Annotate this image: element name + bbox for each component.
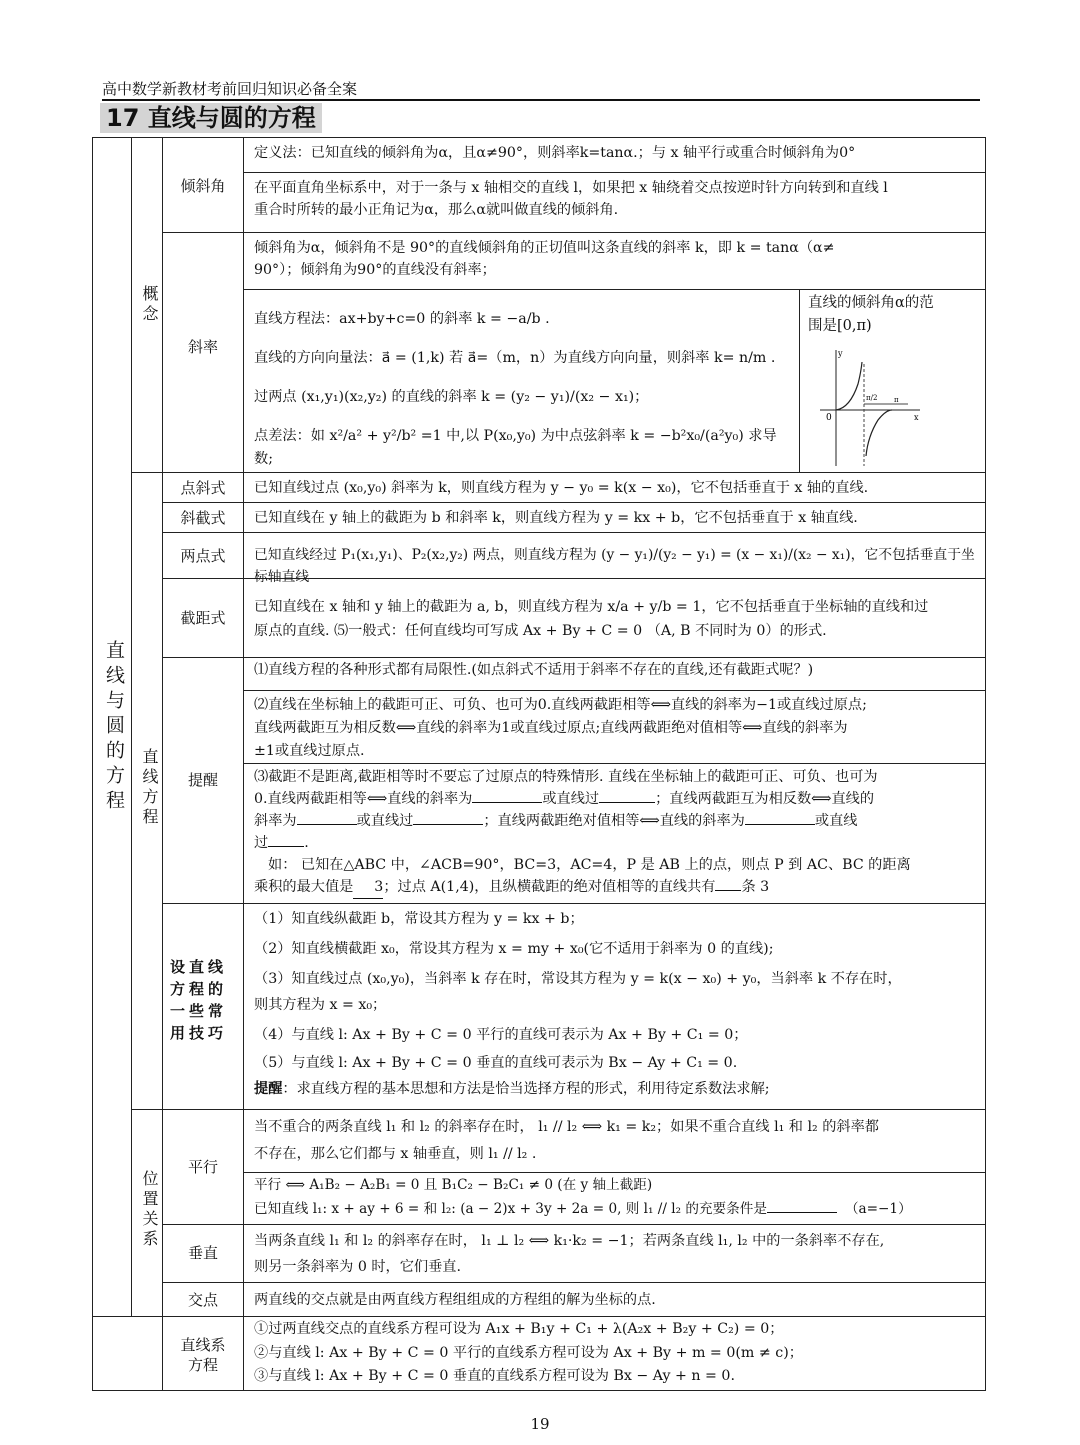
remind-3a: ⑶截距不是距离,截距相等时不要忘了过原点的特殊情形. 直线在坐标轴上的截距可正、可负、也可为 — [254, 769, 878, 785]
tip-2: （2）知直线横截距 x₀，常设其方程为 x = my + x₀(它不适用于斜率为 0 的直线); — [254, 941, 774, 957]
blank — [472, 788, 542, 803]
remind-3c — [254, 810, 976, 832]
page-number: 19 — [530, 1415, 550, 1433]
two-point-text: 已知直线经过 P₁(x₁,y₁)、P₂(x₂,y₂) 两点，则直线方程为 (y − y₁)/(y₂ − y₁) = (x − x₁)/(x₂ − x₁)，它不包括垂直于坐标轴直线 — [254, 547, 975, 585]
slope-method-2: 直线的方向向量法：a⃗ = (1,k) 若 a⃗=（m，n）为直线方向向量，则斜率 k= n/m . — [254, 350, 776, 366]
slope-methods — [246, 308, 798, 471]
blank — [767, 1198, 837, 1213]
parallel-4-2: （a=−1） — [844, 1201, 912, 1217]
incl-line-2: 在平面直角坐标系中，对于一条与 x 轴相交的直线 l，如果把 x 轴绕着交点按逆时针方向转到和直线 l — [254, 180, 888, 196]
col2-lineeq-label: 直线方程 — [140, 748, 159, 828]
remind-2b: 直线两截距互为相反数⟺直线的斜率为1或直线过原点;直线两截距绝对值相等⟺直线的斜率为 — [254, 720, 848, 736]
tangent-graph — [818, 344, 924, 468]
intercept-line-1: 已知直线在 x 轴和 y 轴上的截距为 a, b，则直线方程为 x/a + y/b = 1，它不包括垂直于坐标轴的直线和过 — [254, 599, 929, 615]
blank — [297, 810, 357, 825]
blank — [715, 876, 741, 891]
origin-label: 0 — [826, 413, 832, 423]
slope-side-note — [802, 292, 985, 338]
label-tips: 设直线方程的一些常用技巧 — [170, 958, 228, 1042]
slope-line-2: 90°）；倾斜角为90°的直线没有斜率； — [254, 262, 496, 278]
label-remind: 提醒 — [187, 771, 218, 789]
tip-6-text: ：求直线方程的基本思想和方法是恰当选择方程的形式，利用待定系数法求解; — [282, 1081, 770, 1097]
remind-3e: 如： 已知在△ABC 中，∠ACB=90°，BC=3，AC=4，P 是 AB 上的点，则点 P 到 AC、BC 的距离 — [268, 857, 911, 873]
tangent-branch-left — [836, 362, 862, 410]
parallel-content-1 — [246, 1114, 984, 1168]
col2-position-label: 位置关系 — [140, 1170, 159, 1250]
remind-2 — [246, 694, 984, 763]
remind-3c-2: 或直线过 — [356, 813, 414, 829]
parallel-2: 不存在，那么它们都与 x 轴垂直，则 l₁ // l₂ . — [254, 1146, 537, 1162]
remind-3b-2: 或直线过 — [542, 791, 600, 807]
header-rule — [102, 99, 980, 101]
tips-content — [246, 906, 984, 1102]
label-intercept: 截距式 — [180, 609, 226, 627]
remind-3b-1: 0.直线两截距相等⟺直线的斜率为 — [254, 791, 473, 807]
remind-2c: ±1或直线过原点. — [254, 743, 365, 759]
bottom-left-frame — [92, 1316, 163, 1391]
remind-2a: ⑵直线在坐标轴上的截距可正、可负、也可为0.直线两截距相等⟺直线的斜率为−1或直线过原点; — [254, 697, 867, 713]
tip-4: （4）与直线 l: Ax + By + C = 0 平行的直线可表示为 Ax + By + C₁ = 0； — [254, 1027, 748, 1043]
family-2: ②与直线 l: Ax + By + C = 0 平行的直线系方程可设为 Ax + By + m = 0(m ≠ c)； — [254, 1344, 803, 1361]
parallel-3: 平行 ⟺ A₁B₂ − A₂B₁ = 0 且 B₁C₂ − B₂C₁ ≠ 0 (在 y 轴上截距) — [254, 1177, 653, 1193]
remind-3b-3: ；直线两截距互为相反数⟺直线的 — [655, 791, 875, 807]
slope-line-1: 倾斜角为α，倾斜角不是 90°的直线倾斜角的正切值叫这条直线的斜率 k，即 k = tanα（α≠ — [254, 240, 835, 256]
label-two-point: 两点式 — [180, 547, 226, 565]
remind-3d-1: 过 — [254, 835, 269, 851]
parallel-content-2 — [246, 1173, 984, 1221]
incl-description — [246, 177, 984, 221]
tip-1: （1）知直线纵截距 b，常设其方程为 y = kx + b； — [254, 911, 584, 927]
perp-1: 当两条直线 l₁ 和 l₂ 的斜率存在时， l₁ ⊥ l₂ ⟺ k₁·k₂ = −1；若两条直线 l₁, l₂ 中的一条斜率不存在, — [254, 1233, 885, 1249]
label-slope: 斜率 — [187, 338, 218, 356]
blank — [599, 788, 655, 803]
tip-3a: （3）知直线过点 (x₀,y₀)，当斜率 k 存在时，常设其方程为 y = k(x − x₀) + y₀，当斜率 k 不存在时， — [254, 971, 902, 987]
blank — [268, 832, 304, 847]
parallel-4-1: 已知直线 l₁: x + ay + 6 = 和 l₂: (a − 2)x + 3y + 2a = 0, 则 l₁ // l₂ 的充要条件是 — [254, 1201, 767, 1217]
intercept-line-2: 原点的直线. ⑸一般式：任何直线均可写成 Ax + By + C = 0 （A, B 不同时为 0）的形式. — [254, 623, 827, 639]
remind-3c-3: ；直线两截距绝对值相等⟺直线的斜率为 — [483, 813, 745, 829]
remind-3f-answer: 3 — [374, 879, 384, 895]
remind-3c-4: 或直线 — [814, 813, 858, 829]
perp-2: 则另一条斜率为 0 时，它们垂直. — [254, 1259, 461, 1275]
remind-3c-1: 斜率为 — [254, 813, 297, 829]
answer-blank — [353, 876, 383, 899]
label-point-slope: 点斜式 — [180, 479, 226, 497]
label-intersection: 交点 — [187, 1291, 218, 1309]
y-label: y — [838, 349, 843, 358]
running-header: 高中数学新教材考前回归知识必备全案 — [102, 80, 358, 98]
slope-intercept-text: 已知直线在 y 轴上的截距为 b 和斜率 k，则直线方程为 y = kx + b，它不包括垂直于 x 轴直线. — [254, 510, 858, 526]
col1-label: 直线与圆的方程 — [103, 640, 125, 815]
slope-method-4: 点差法：如 x²/a² + y²/b² =1 中,以 P(x₀,y₀) 为中点弦斜率 k = −b²x₀/(a²y₀) 求导数; — [254, 428, 777, 467]
remind-3f — [254, 876, 976, 899]
pi-label: π — [894, 396, 899, 404]
tip-3b: 则其方程为 x = x₀； — [254, 997, 387, 1013]
intercept-text — [246, 595, 984, 643]
parallel-4 — [254, 1197, 976, 1221]
point-slope-text: 已知直线过点 (x₀,y₀) 斜率为 k，则直线方程为 y − y₀ = k(x − x₀)，它不包括垂直于 x 轴的直线. — [254, 480, 869, 496]
tip-5: （5）与直线 l: Ax + By + C = 0 垂直的直线可表示为 Bx − Ay + C₁ = 0. — [254, 1055, 738, 1071]
family-content — [246, 1318, 984, 1389]
tangent-branch-right — [866, 410, 892, 456]
label-slope-intercept: 斜截式 — [180, 509, 226, 527]
remind-3f-1: 乘积的最大值是 — [254, 879, 354, 895]
side-note-1: 直线的倾斜角α的范 — [808, 295, 934, 311]
section-title: 17 直线与圆的方程 — [100, 103, 322, 133]
slope-definition — [246, 237, 984, 281]
slope-method-3: 过两点 (x₁,y₁)(x₂,y₂) 的直线的斜率 k = (y₂ − y₁)/(x₂ − x₁)； — [254, 389, 649, 405]
intersection-text: 两直线的交点就是由两直线方程组组成的方程组的解为坐标的点. — [254, 1292, 656, 1308]
remind-3f-3: 条 3 — [741, 879, 770, 895]
remind-3 — [246, 766, 984, 899]
remind-3f-2: ；过点 A(1,4)，且纵横截距的绝对值相等的直线共有 — [383, 879, 716, 895]
label-parallel: 平行 — [187, 1158, 218, 1176]
tip-6 — [254, 1076, 976, 1102]
side-note-2: 围是[0,π) — [808, 318, 872, 334]
label-inclination: 倾斜角 — [180, 177, 226, 195]
incl-definition — [246, 142, 984, 164]
remind-3d: 过 . — [254, 832, 976, 854]
pi-half-label: π/2 — [866, 394, 878, 402]
remind-3b — [254, 788, 976, 810]
blank — [745, 810, 815, 825]
blank — [413, 810, 483, 825]
perp-content — [246, 1228, 984, 1280]
family-3: ③与直线 l: Ax + By + C = 0 垂直的直线系方程可设为 Bx − Ay + n = 0. — [254, 1368, 735, 1384]
slope-method-1: 直线方程法：ax+by+c=0 的斜率 k = −a/b . — [254, 311, 550, 327]
remind-1: ⑴直线方程的各种形式都有局限性.(如点斜式不适用于斜率不存在的直线,还有截距式呢？) — [254, 662, 814, 678]
family-1: ①过两直线交点的直线系方程可设为 A₁x + B₁y + C₁ + λ(A₂x + B₂y + C₂) = 0； — [254, 1321, 784, 1337]
incl-line-3: 重合时所转的最小正角记为α，那么α就叫做直线的倾斜角. — [254, 202, 619, 218]
parallel-1: 当不重合的两条直线 l₁ 和 l₂ 的斜率存在时， l₁ // l₂ ⟺ k₁ = k₂；如果不重合直线 l₁ 和 l₂ 的斜率都 — [254, 1119, 879, 1135]
label-line-family: 直线系方程 — [180, 1336, 226, 1374]
incl-line-1: 定义法：已知直线的倾斜角为α，且α≠90°，则斜率k=tanα.；与 x 轴平行或重合时倾斜角为0° — [254, 145, 856, 161]
label-perpendicular: 垂直 — [187, 1244, 218, 1262]
x-label: x — [914, 413, 919, 422]
col2-concept-label: 概念 — [140, 285, 159, 325]
tip-6-bold: 提醒 — [254, 1081, 283, 1097]
